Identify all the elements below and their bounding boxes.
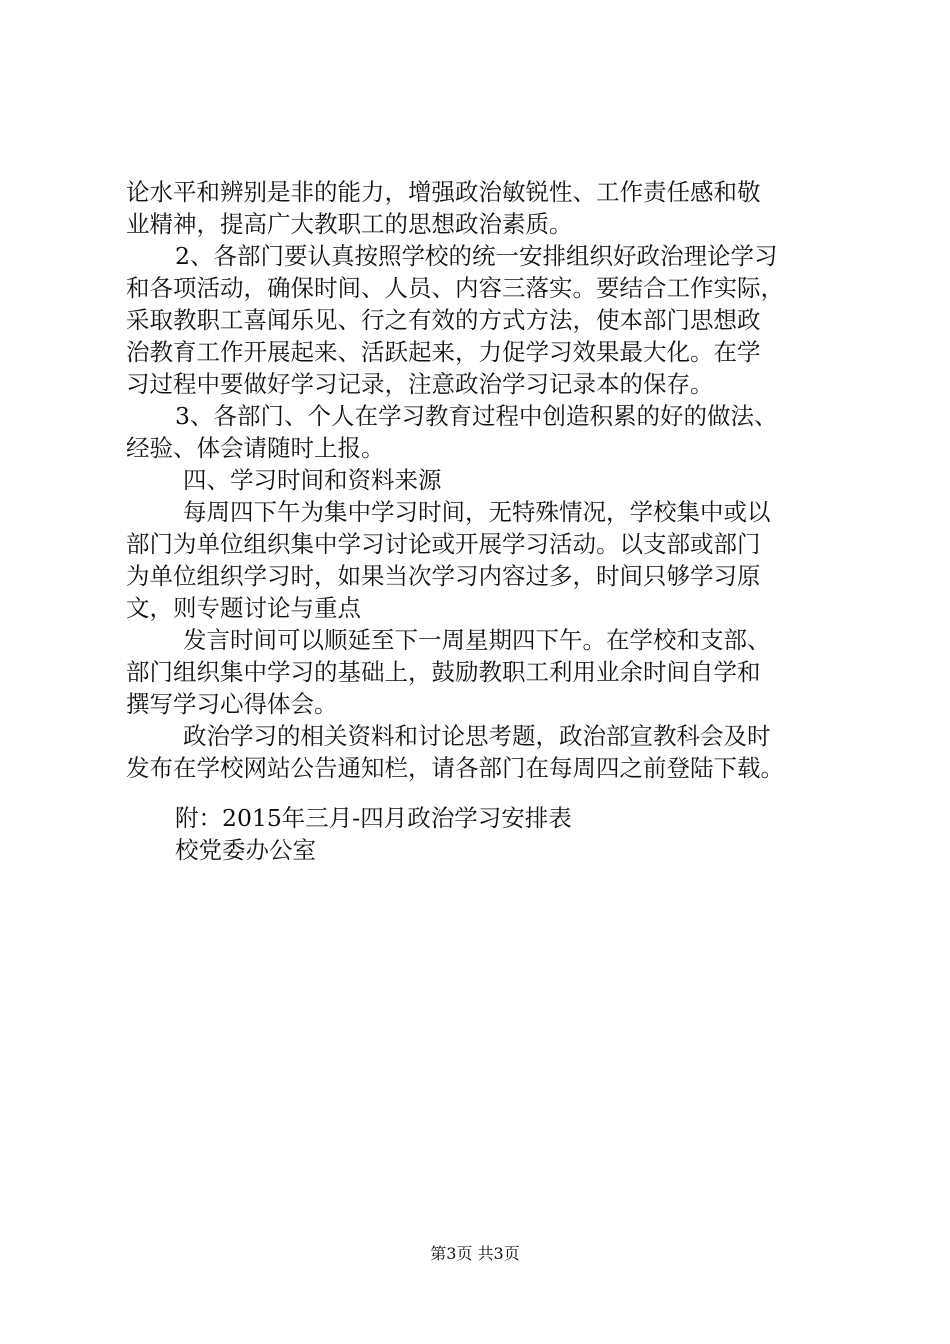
body-text-line: 和各项活动，确保时间、人员、内容三落实。要结合工作实际， [126, 274, 784, 302]
page-number-footer: 第3页 共3页 [430, 1244, 520, 1263]
body-text-line: 治教育工作开展起来、活跃起来，力促学习效果最大化。在学 [126, 338, 761, 366]
body-text-line: 采取教职工喜闻乐见、行之有效的方式方法，使本部门思想政 [126, 306, 761, 334]
body-text-line: 习过程中要做好学习记录，注意政治学习记录本的保存。 [126, 370, 714, 398]
body-text-line: 撰写学习心得体会。 [126, 690, 338, 718]
body-text-line: 为单位组织学习时，如果当次学习内容过多，时间只够学习原 [126, 562, 761, 590]
signature-office: 校党委办公室 [175, 836, 316, 864]
body-text-line: 部门为单位组织集中学习讨论或开展学习活动。以支部或部门 [126, 530, 761, 558]
section-heading: 四、学习时间和资料来源 [183, 466, 442, 494]
body-text-line: 部门组织集中学习的基础上，鼓励教职工利用业余时间自学和 [126, 658, 761, 686]
body-text-line: 文，则专题讨论与重点 [126, 594, 361, 622]
body-text-line: 业精神，提高广大教职工的思想政治素质。 [126, 210, 573, 238]
body-text-line: 论水平和辨别是非的能力，增强政治敏锐性、工作责任感和敬 [126, 178, 761, 206]
body-text-line: 发布在学校网站公告通知栏，请各部门在每周四之前登陆下载。 [126, 754, 784, 782]
body-text-line: 政治学习的相关资料和讨论思考题，政治部宣教科会及时 [183, 722, 771, 750]
body-text-line: 每周四下午为集中学习时间，无特殊情况，学校集中或以 [183, 498, 771, 526]
attachment-note: 附：2015年三月-四月政治学习安排表 [175, 804, 572, 832]
body-text-line: 2、各部门要认真按照学校的统一安排组织好政治理论学习 [175, 242, 778, 270]
body-text-line: 发言时间可以顺延至下一周星期四下午。在学校和支部、 [183, 626, 771, 654]
body-text-line: 3、各部门、个人在学习教育过程中创造积累的好的做法、 [175, 402, 778, 430]
body-text-line: 经验、体会请随时上报。 [126, 434, 385, 462]
